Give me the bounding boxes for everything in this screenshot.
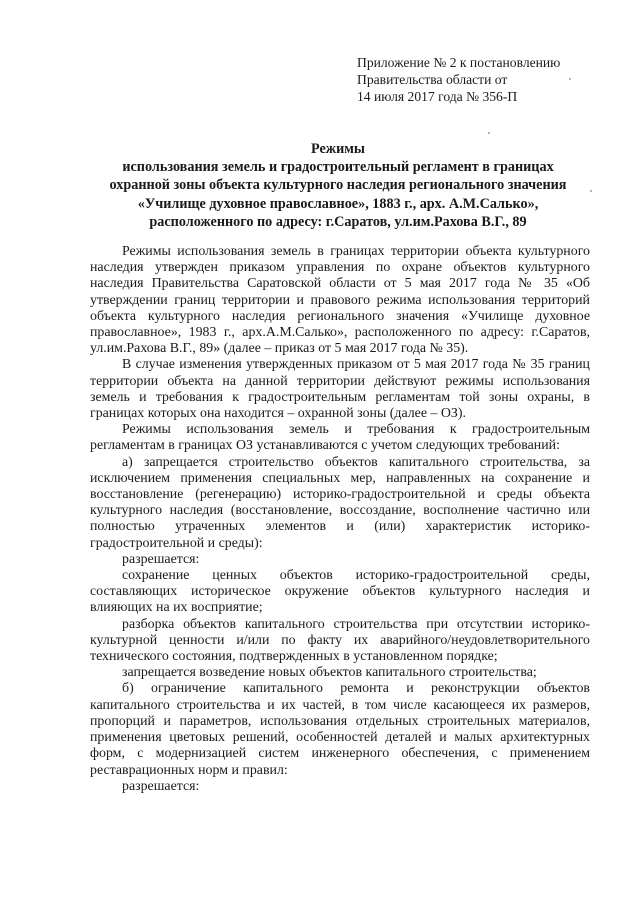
paragraph-9: б) ограничение капитального ремонта и реконструкции объектов капитального строительства и их частей, в том числе касающееся их размеров, пропорций и параметров, использования отдельных строительных материалов, применения цветовых решений, особенностей деталей и малых архитектурных форм, с модернизацией систем инженерного обеспечения, с применением реставрационных норм и правил: [90,681,590,778]
title-line-3: охранной зоны объекта культурного наследия регионального значения [109,177,567,194]
scan-speck [590,190,592,192]
title-line-1: Режимы [311,141,365,157]
paragraph-8: запрещается возведение новых объектов капитального строительства; [122,665,537,681]
scan-speck [569,78,571,80]
title-line-4: «Училище духовное православное», 1883 г., арх. А.М.Салько», [137,195,539,212]
paragraph-1: Режимы использования земель в границах территории объекта культурного наследия утвержден приказом управления по охране объектов культурного наследия Правительства Саратовской области от 5 мая 2017 года № 35 «Об утверждении границ территории и правового режима использования территорий объекта культурного наследия регионального значения «Училище духовное православное», 1983 г., арх.А.М.Салько», расположенного по адресу: г.Саратов, ул.им.Рахова В.Г., 89» (далее – приказ от 5 мая 2017 года № 35). [90,244,590,357]
paragraph-10: разрешается: [122,778,200,794]
document-body [90,244,590,795]
appendix-line-3: 14 июля 2017 года № 356-П [357,89,518,104]
title-line-2: использования земель и градостроительный регламент в границах [122,159,554,176]
document-title [88,140,588,231]
appendix-line-1: Приложение № 2 к постановлению [357,55,561,70]
scan-speck [488,132,490,134]
title-line-5: расположенного по адресу: г.Саратов, ул.им.Рахова В.Г., 89 [149,213,527,230]
paragraph-7: разборка объектов капитального строительства при отсутствии историко-культурной ценности и/или по факту их аварийного/неудовлетворительного технического состояния, подтвержденных в установленном порядке; [90,616,590,665]
appendix-reference [357,54,627,105]
paragraph-4: а) запрещается строительство объектов капитального строительства, за исключением применения специальных мер, направленных на сохранение и восстановление (регенерацию) историко-градостроительной и среды объекта культурного наследия (восстановление, воссоздание, восполнение частично или полностью утраченных элементов и (или) характеристик историко-градостроительной и среды): [90,454,590,551]
appendix-line-2: Правительства области от [357,72,508,87]
paragraph-2: В случае изменения утвержденных приказом от 5 мая 2017 года № 35 границ территории объекта на данной территории действуют режимы использования земель и требования к градостроительным регламентам той зоны охраны, в границах которых она находится – охранной зоны (далее – ОЗ). [90,357,590,422]
paragraph-3: Режимы использования земель и требования к градостроительным регламентам в границах ОЗ устанавливаются с учетом следующих требований: [90,422,590,454]
paragraph-5: разрешается: [122,551,200,567]
paragraph-6: сохранение ценных объектов историко-градостроительной среды, составляющих историческое окружение объектов культурного наследия и влияющих на их восприятие; [90,568,590,616]
